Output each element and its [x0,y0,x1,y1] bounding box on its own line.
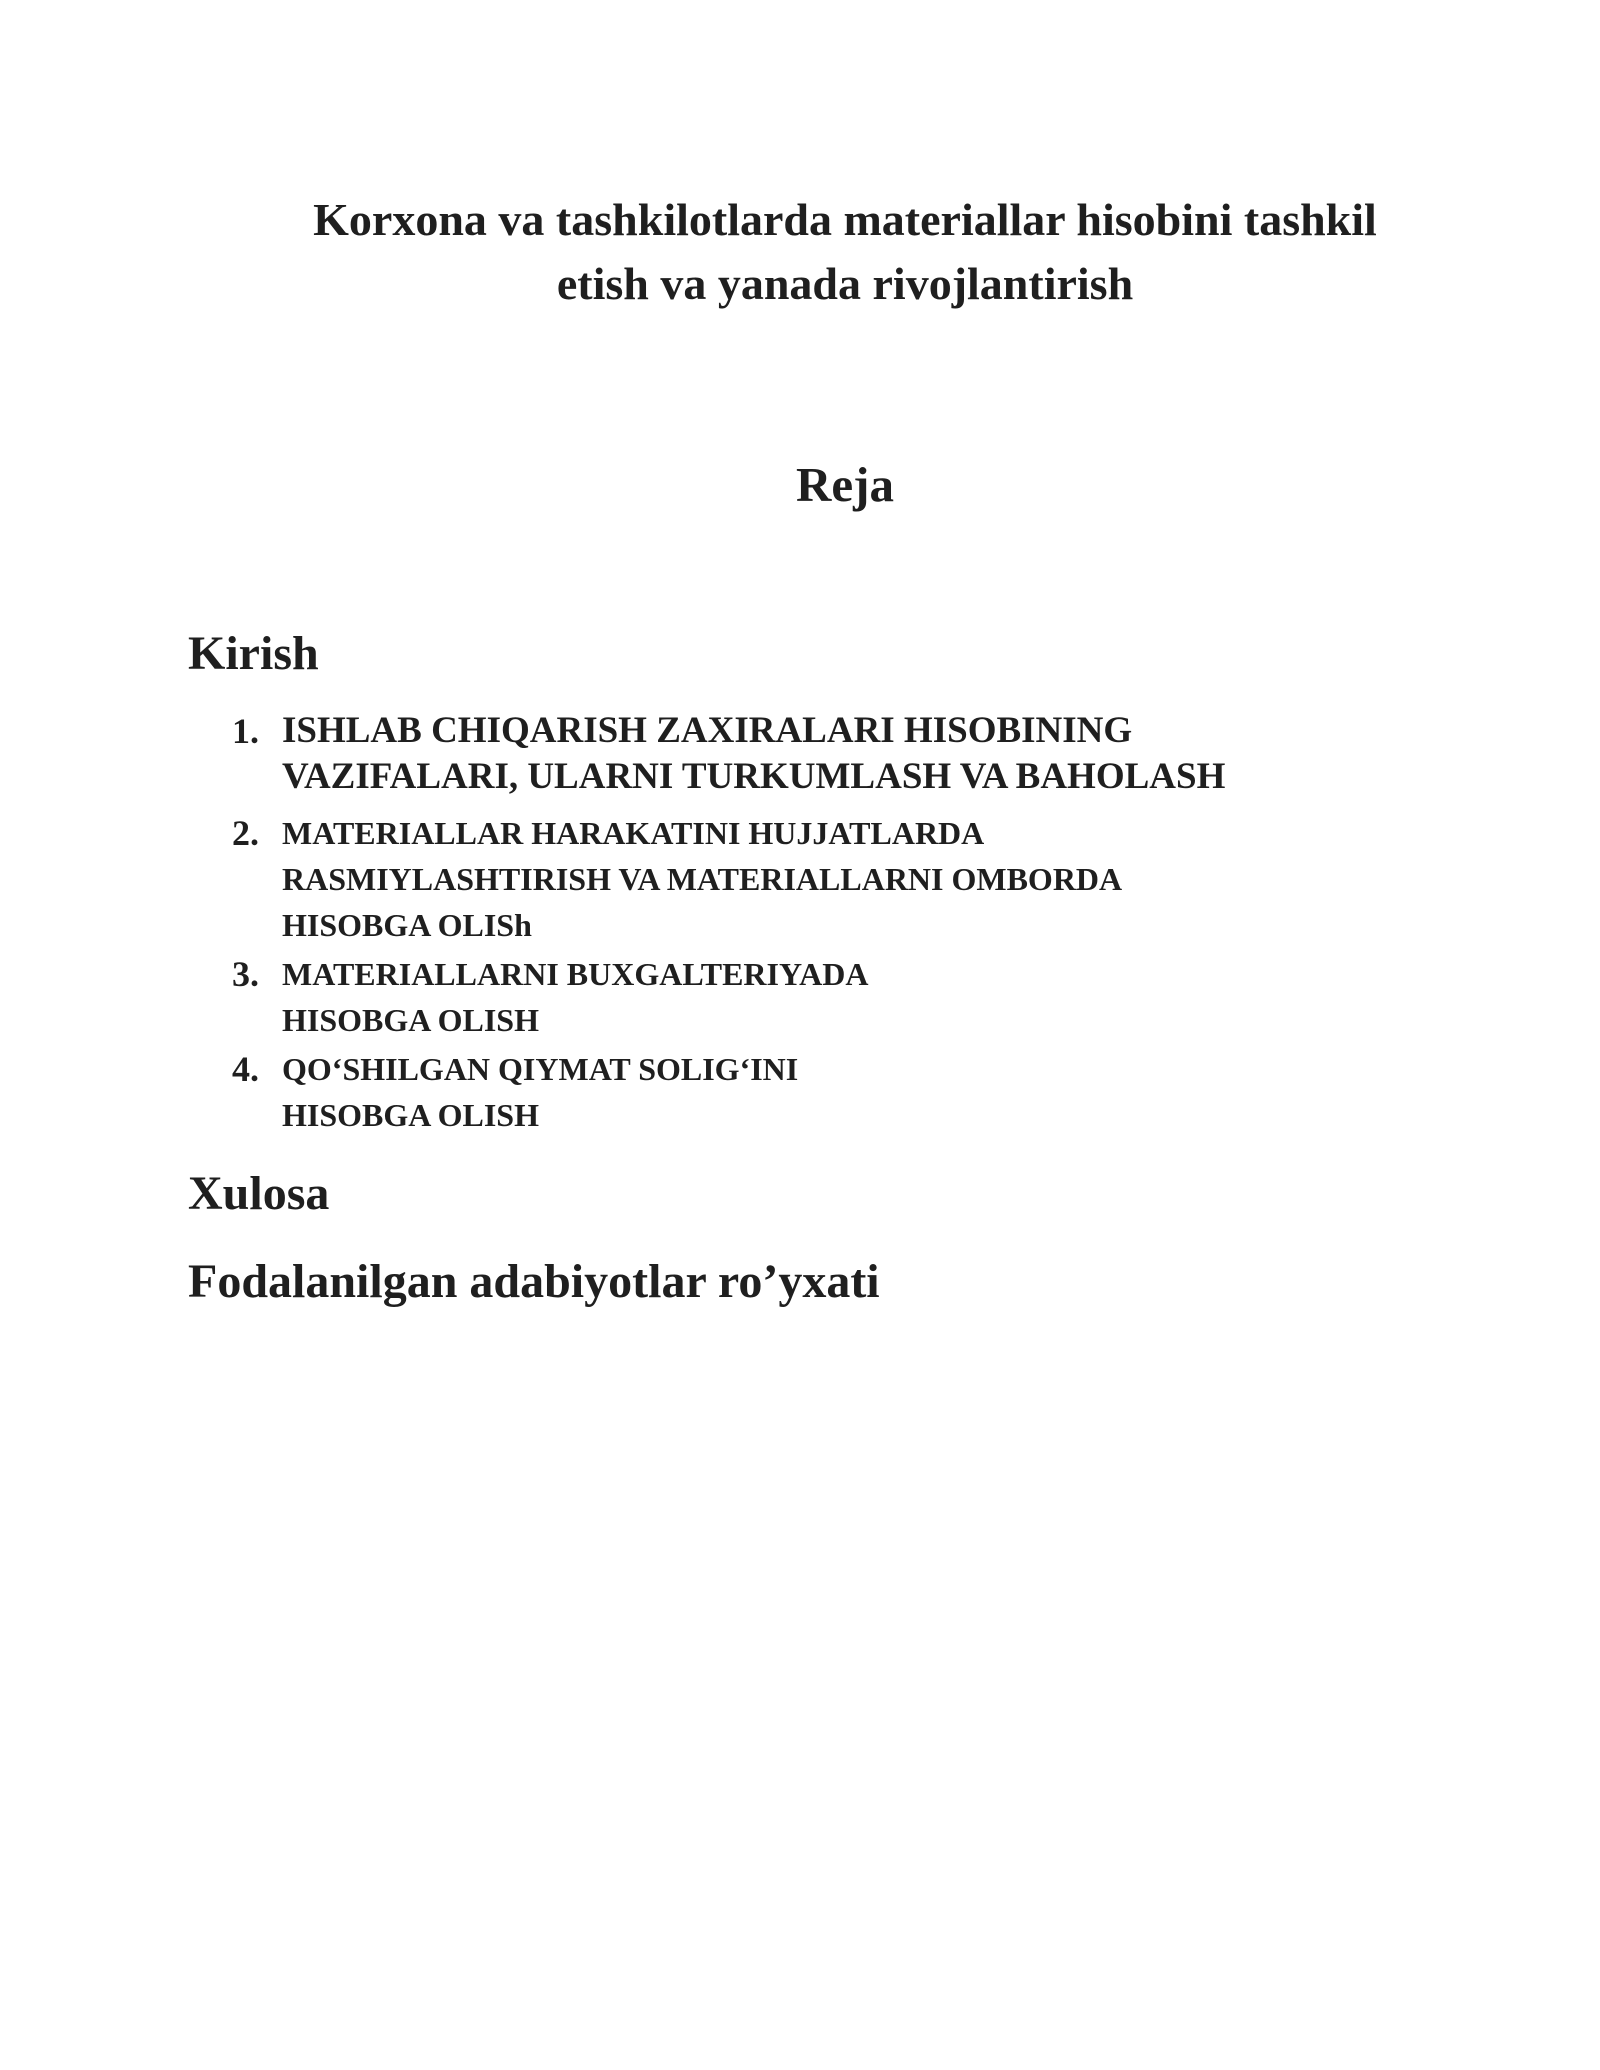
list-item-number: 3. [232,954,259,994]
list-item-number: 4. [232,1049,259,1089]
list-item [188,951,1428,1043]
list-item [188,1046,1428,1138]
list-item-line: MATERIALLARNI BUXGALTERIYADA [282,956,869,992]
conclusion-heading: Xulosa [188,1167,330,1220]
list-item-line: HISOBGA OLISh [282,907,532,943]
list-item-line: HISOBGA OLISH [282,1097,539,1133]
list-item [188,708,1428,800]
list-item-line: MATERIALLAR HARAKATINI HUJJATLARDA [282,815,985,851]
title-line-2: etish va yanada rivojlantirish [556,258,1134,309]
list-item-number: 1. [232,711,259,751]
references-heading: Fodalanilgan adabiyotlar ro’yxati [188,1255,880,1308]
list-item-number: 2. [232,813,259,853]
list-item-line: HISOBGA OLISH [282,1002,539,1038]
title-line-1: Korxona va tashkilotlarda materiallar hisobini tashkil [313,194,1377,245]
list-item-line: ISHLAB CHIQARISH ZAXIRALARI HISOBINING [282,710,1133,751]
list-item-line: QO‘SHILGAN QIYMAT SOLIG‘INI [282,1051,799,1087]
list-item-line: VAZIFALARI, ULARNI TURKUMLASH VA BAHOLASH [282,756,1226,797]
document-title [200,188,1490,316]
plan-heading: Reja [796,457,894,512]
intro-heading: Kirish [188,627,319,680]
list-item-line: RASMIYLASHTIRISH VA MATERIALLARNI OMBORDA [282,861,1123,897]
plan-list [188,708,1428,1141]
list-item [188,810,1428,948]
